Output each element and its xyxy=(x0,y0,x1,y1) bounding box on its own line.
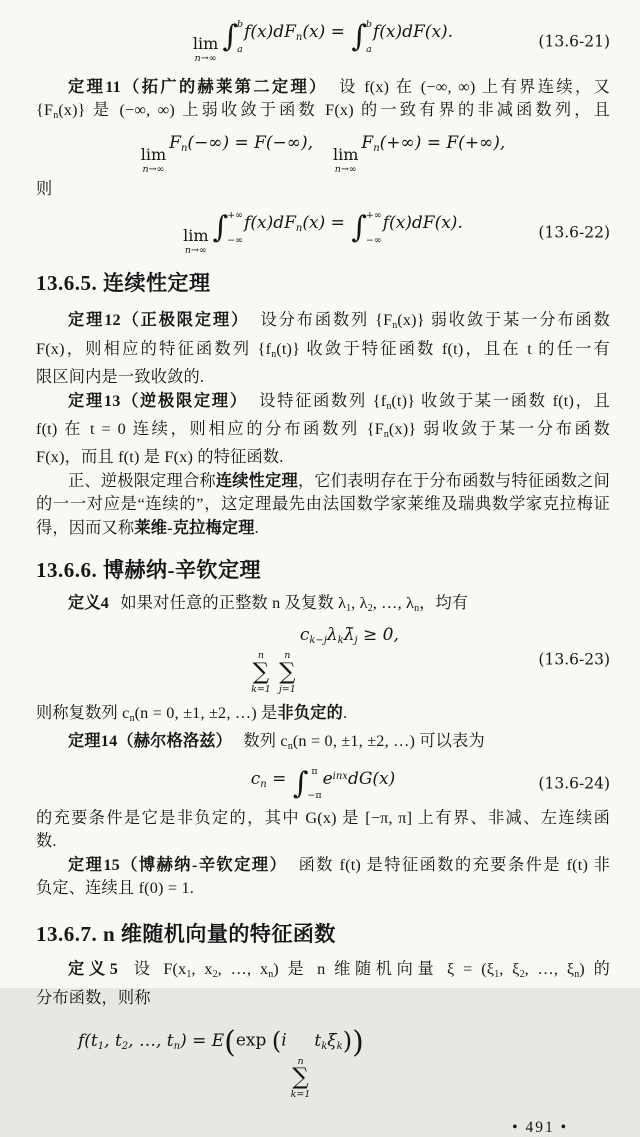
equation-13-6-23 xyxy=(36,626,610,694)
integral-sign: ∫ b a xyxy=(351,19,372,55)
characteristic-function-formula: $f(t_1$, $t_2$, …, $t_n) = E(\exp$ (i n ∑ k=1 $t_k\xi_k$)) xyxy=(78,1025,364,1100)
big-paren-open: ( xyxy=(224,1025,236,1061)
section-heading-13-6-5: 13.6.5. 连续性定理 xyxy=(36,271,211,296)
theorem-13-line-1: 定理13（逆极限定理） 设特征函数列 $\{f_n(t)\}$ 收敛于某一函数 f(t)，且 xyxy=(68,391,610,412)
remark-line-3: 得，因而又称莱维-克拉梅定理. xyxy=(36,518,259,537)
big-paren-close: ) xyxy=(352,1025,364,1061)
limit-operator: lim n→∞ xyxy=(183,225,209,256)
remark-line-2: 的一一对应是“连续的”，这定理最先由法国数学家莱维及瑞典数学家克拉梅证 xyxy=(36,495,610,514)
limit-operator: lim n→∞ xyxy=(140,145,167,176)
theorem-13-line-3: F(x)，而且 f(t) 是 F(x) 的特征函数. xyxy=(36,448,284,467)
equation-number: (13.6-24) xyxy=(538,774,610,793)
theorem-14-line-2: 的充要条件是它是非负定的，其中 G(x) 是 [−π, π] 上有界、非减、左连续函 xyxy=(36,808,610,827)
limit-operator: lim n→∞ xyxy=(192,34,219,65)
page-number: • 491 • xyxy=(512,1119,568,1137)
limit-display-line: lim n→∞ $F_n(-\infty) = F(-\infty)$, lim n→∞ $F_n(+\infty) = F(+\infty)$, xyxy=(140,132,506,176)
definition-5-line-1: 定义5 设 $F(x_1$, $x_2$, …, $x_n$) 是 n 维随机向量 $\xi = (\xi_1$, $\xi_2$, …, $\xi_n$) 的 xyxy=(68,960,610,981)
bold-term-nonnegative-definite: 非负定的 xyxy=(277,704,343,723)
paren-open: ( xyxy=(271,1027,282,1056)
equation-13-6-22 xyxy=(36,211,610,255)
theorem-12-line-3: 限区间内是一致收敛的. xyxy=(36,368,205,387)
formula-body: lim n→∞ ∫ +∞ −∞ $f(x)dF_n(x)$ = ∫ +∞ −∞ f(x)dF(x). xyxy=(183,210,463,256)
theorem-14-line-1: 定理14（赫尔格洛兹） 数列 $c_n(n = 0$, ±1, ±2, …) 可以表为 xyxy=(68,732,485,753)
definition-4-line-1: 定义4 如果对任意的正整数 n 及复数 $\lambda_1$, $\lambda_2$, …, $\lambda_n$，均有 xyxy=(68,593,469,614)
equation-13-6-24 xyxy=(36,767,610,801)
theorem-11-line-2: $\{F_n(x)\}$ 是 (−∞, ∞) 上弱收敛于函数 F(x) 的一致有界的非减函数列，且 xyxy=(36,101,610,122)
integral-sign: ∫ π −π xyxy=(292,765,322,802)
formula-body: $c_n$ = ∫ π −π $e^{inx}dG(x)$ xyxy=(250,765,396,802)
sum-operator: n ∑ k=1 xyxy=(290,1055,311,1100)
integral-sign: ∫ +∞ −∞ xyxy=(351,210,382,246)
equation-number: (13.6-22) xyxy=(538,223,610,242)
definition-4-line-2: 则称复数列 $c_n(n = 0$, ±1, ±2, …) 是非负定的. xyxy=(36,704,348,725)
integral-sign: ∫ b a xyxy=(222,19,244,55)
then-connector: 则 xyxy=(36,179,53,198)
theorem-15-line-1: 定理15（博赫纳-辛钦定理） 函数 f(t) 是特征函数的充要条件是 f(t) 非 xyxy=(68,855,610,874)
equation-number: (13.6-21) xyxy=(538,32,610,51)
theorem-12-line-2: F(x)，则相应的特征函数列 $\{f_n(t)\}$ 收敛于特征函数 f(t)，且在 t 的任一有 xyxy=(36,339,610,360)
sum-operator: n ∑ j=1 xyxy=(278,650,296,695)
theorem-14-title: 定理14（赫尔格洛兹） xyxy=(68,732,233,751)
bold-term-continuity-theorem: 连续性定理 xyxy=(215,471,298,490)
equation-13-6-21 xyxy=(36,20,610,64)
theorem-15-title: 定理15（博赫纳-辛钦定理） xyxy=(68,855,288,874)
theorem-11-title: 定理11（拓广的赫莱第二定理） xyxy=(68,77,328,96)
definition-5-line-2: 分布函数，则称 xyxy=(36,988,151,1007)
section-heading-13-6-6: 13.6.6. 博赫纳-辛钦定理 xyxy=(36,557,261,582)
definition-4-title: 定义4 xyxy=(68,593,110,612)
formula-body: lim n→∞ ∫ b a $f(x)dF_n(x)$ = ∫ b a f(x)dF(x). xyxy=(192,19,454,65)
equation-number: (13.6-23) xyxy=(538,650,610,669)
theorem-12-title: 定理12（正极限定理） xyxy=(68,311,250,330)
section-heading-13-6-7: 13.6.7. n 维随机向量的特征函数 xyxy=(36,922,336,947)
theorem-11-line-1: 定理11（拓广的赫莱第二定理） 设 f(x) 在 (−∞, ∞) 上有界连续，又 xyxy=(68,77,610,96)
integral-sign: ∫ +∞ −∞ xyxy=(212,210,244,246)
theorem-14-line-3: 数. xyxy=(36,832,57,851)
sum-operator: n ∑ k=1 xyxy=(251,650,271,695)
theorem-15-line-2: 负定、连续且 f(0) = 1. xyxy=(36,879,195,898)
limit-operator: lim n→∞ xyxy=(333,145,359,176)
theorem-13-line-2: f(t) 在 t = 0 连续，则相应的分布函数列 $\{F_n(x)\}$ 弱收敛于某一分布函数 xyxy=(36,419,610,440)
paren-close: ) xyxy=(342,1027,353,1056)
remark-line-1: 正、逆极限定理合称连续性定理，它们表明存在于分布函数与特征函数之间 xyxy=(68,471,610,490)
bold-term-levy-cramer: 莱维-克拉梅定理 xyxy=(134,518,255,537)
formula-body: n ∑ k=1 n ∑ j=1 $c_{k-j}\lambda_k\lambdā_j \ge 0$, xyxy=(251,625,399,695)
theorem-13-title: 定理13（逆极限定理） xyxy=(68,391,248,410)
definition-5-title: 定义5 xyxy=(68,960,118,979)
theorem-12-line-1: 定理12（正极限定理） 设分布函数列 $\{F_n(x)\}$ 弱收敛于某一分布函数 xyxy=(68,311,610,332)
